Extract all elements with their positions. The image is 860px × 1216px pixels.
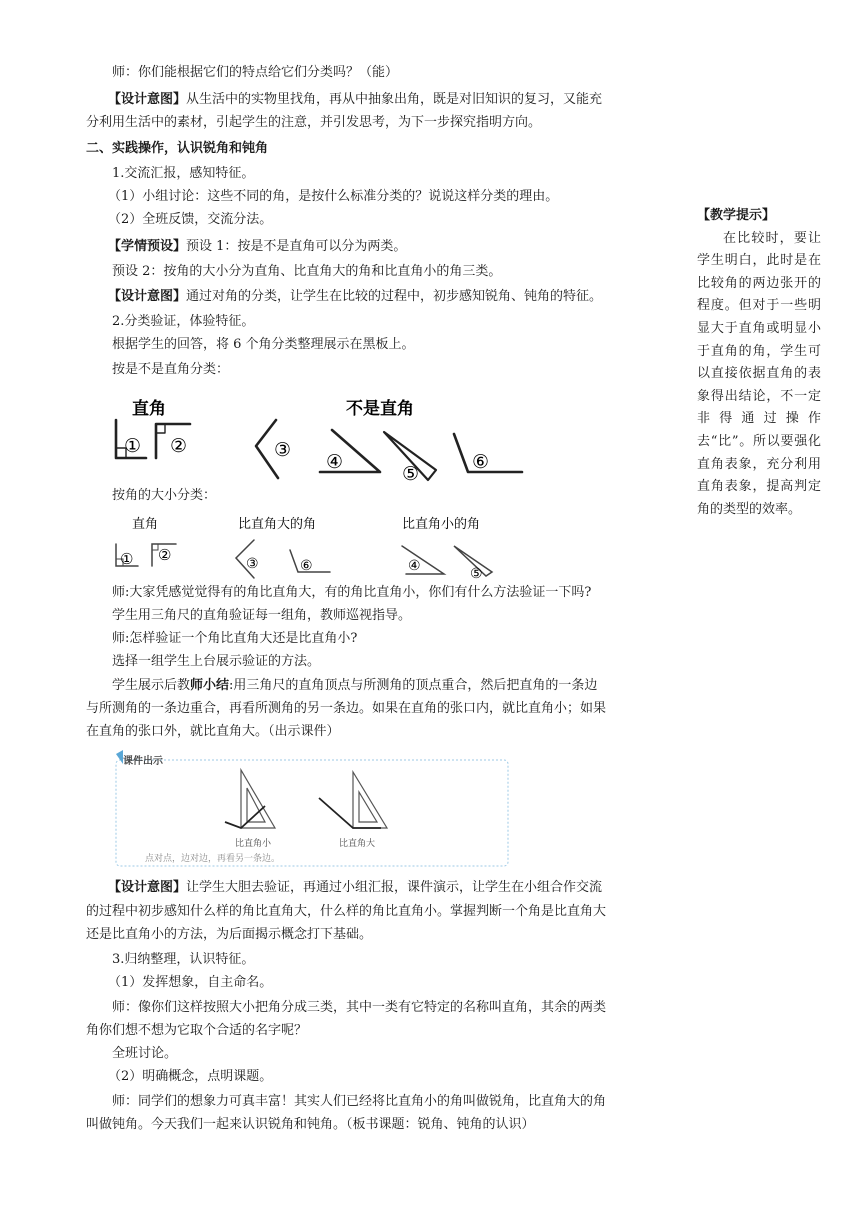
- paragraph: 角你们想不想为它取个合适的名字呢？: [86, 1023, 308, 1038]
- label-right-angle: 直角: [132, 517, 159, 532]
- section-heading: 二、实践操作，认识锐角和钝角: [86, 141, 269, 156]
- paragraph: 按是不是直角分类：: [112, 362, 230, 377]
- paragraph: 预设 2：按角的大小分为直角、比直角大的角和比直角小的角三类。: [112, 264, 502, 279]
- paragraph: 【设计意图】让学生大胆去验证，再通过小组汇报，课件演示，让学生在小组合作交流: [108, 880, 603, 895]
- number-2: ②: [170, 435, 188, 457]
- number-2: ②: [158, 546, 172, 564]
- number-5: ⑤: [402, 463, 420, 485]
- paragraph: 【设计意图】从生活中的实物里找角，再从中抽象出角，既是对旧知识的复习，又能充: [108, 92, 603, 107]
- paragraph: 师:怎样验证一个角比直角大还是比直角小?: [112, 631, 358, 646]
- design-intent-tag: 【设计意图】: [108, 92, 187, 107]
- teaching-tip-body: 在比较时，要让学生明白，此时是在比较角的两边张开的程度。但对于一些明显大于直角或明显小于直角的角，学生可以直接依据直角的表象得出结论，不一定非得通过操作去“比”。所以要强化直角表象，充分利用直角表象，提高判定角的类型的效率。: [697, 230, 821, 517]
- design-intent-tag: 【设计意图】: [108, 880, 187, 895]
- figure-by-size: [108, 510, 528, 582]
- number-4: ④: [408, 558, 421, 574]
- paragraph: 在直角的张口外，就比直角大。（出示课件）: [86, 724, 340, 739]
- paragraph: 分利用生活中的素材，引起学生的注意，并引发思考，为下一步探究指明方向。: [86, 115, 542, 130]
- caption-bigger: 比直角大: [339, 839, 376, 849]
- paragraph: 选择一组学生上台展示验证的方法。: [112, 654, 321, 669]
- courseware-figure: [113, 750, 511, 870]
- paragraph: 的过程中初步感知什么样的角比直角大，什么样的角比直角小。掌握判断一个角是比直角大: [86, 904, 607, 919]
- paragraph: 叫做钝角。今天我们一起来认识锐角和钝角。（板书课题：锐角、钝角的认识）: [86, 1117, 535, 1132]
- paragraph: 师：像你们这样按照大小把角分成三类，其中一类有它特定的名称叫直角，其余的两类: [112, 1000, 607, 1015]
- number-5: ⑤: [470, 566, 483, 582]
- label-bigger-than-right: 比直角大的角: [238, 517, 317, 532]
- number-3: ③: [274, 439, 292, 461]
- courseware-tag: 课件出示: [123, 756, 163, 767]
- paragraph: （1）发挥想象，自主命名。: [108, 975, 273, 990]
- figure-right-angle-or-not: [108, 390, 548, 486]
- number-6: ⑥: [300, 558, 313, 574]
- paragraph: （2）全班反馈，交流分法。: [108, 212, 273, 227]
- label-smaller-than-right: 比直角小的角: [402, 517, 481, 532]
- number-1: ①: [120, 550, 134, 568]
- teaching-tip-title: 【教学提示】: [697, 208, 776, 223]
- paragraph: 全班讨论。: [112, 1046, 178, 1061]
- paragraph: 还是比直角小的方法，为后面揭示概念打下基础。: [86, 927, 373, 942]
- label-not-right-angle: 不是直角: [346, 399, 414, 419]
- paragraph: 【设计意图】通过对角的分类，让学生在比较的过程中，初步感知锐角、钝角的特征。: [108, 289, 603, 304]
- paragraph: （2）明确概念，点明课题。: [108, 1069, 273, 1084]
- paragraph: 与所测角的一条边重合，再看所测角的另一条边。如果在直角的张口内，就比直角小；如果: [86, 701, 607, 716]
- label-right-angle: 直角: [132, 399, 166, 419]
- courseware-hint: 点对点，边对边，再看另一条边。: [145, 854, 281, 864]
- paragraph: （1）小组讨论：这些不同的角，是按什么标准分类的？说说这样分类的理由。: [108, 189, 559, 204]
- number-6: ⑥: [472, 451, 490, 473]
- paragraph: 学生展示后教师小结:用三角尺的直角顶点与所测角的顶点重合，然后把直角的一条边: [112, 678, 598, 693]
- teaching-tip: [697, 205, 821, 521]
- paragraph: 按角的大小分类：: [112, 488, 217, 503]
- number-4: ④: [326, 451, 344, 473]
- caption-smaller: 比直角小: [235, 839, 272, 849]
- paragraph: 师：你们能根据它们的特点给它们分类吗？（能）: [112, 65, 399, 80]
- paragraph: 3.归纳整理，认识特征。: [112, 952, 255, 967]
- number-1: ①: [124, 435, 142, 457]
- paragraph: 学生用三角尺的直角验证每一组角，教师巡视指导。: [112, 608, 412, 623]
- summary-tag: 师小结: [190, 678, 230, 693]
- paragraph: 根据学生的回答，将 6 个角分类整理展示在黑板上。: [112, 337, 415, 352]
- paragraph: 2.分类验证，体验特征。: [112, 314, 255, 329]
- paragraph: 师：同学们的想象力可真丰富！其实人们已经将比直角小的角叫做锐角，比直角大的角: [112, 1094, 607, 1109]
- design-intent-tag: 【设计意图】: [108, 289, 187, 304]
- paragraph: 师:大家凭感觉觉得有的角比直角大，有的角比直角小，你们有什么方法验证一下吗?: [112, 585, 592, 600]
- paragraph: 1.交流汇报，感知特征。: [112, 166, 255, 181]
- number-3: ③: [246, 556, 259, 572]
- learning-preset-tag: 【学情预设】: [108, 239, 187, 254]
- paragraph: 【学情预设】预设 1：按是不是直角可以分为两类。: [108, 239, 407, 254]
